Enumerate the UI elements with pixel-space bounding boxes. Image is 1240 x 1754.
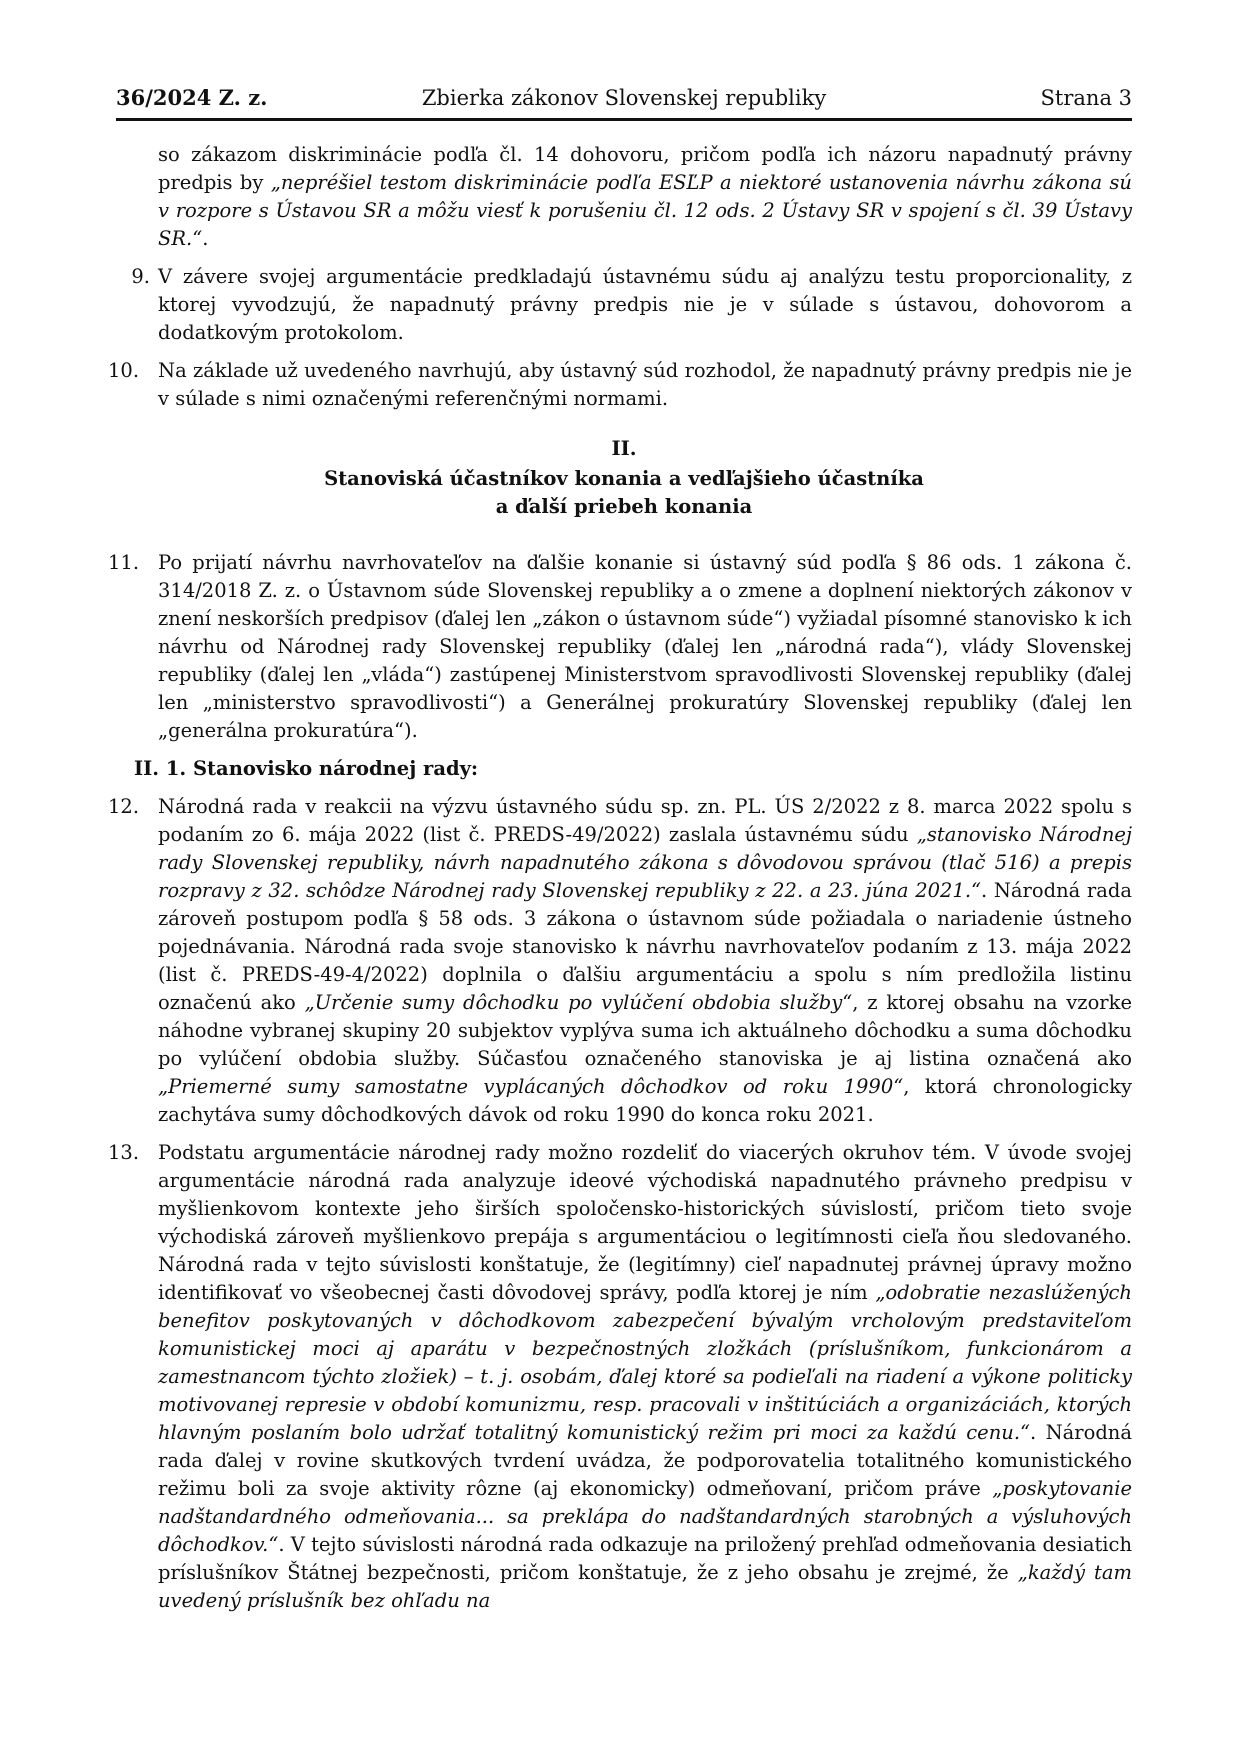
quote: „stanovisko Národnej rady Slovenskej republiky, návrh napadnutého zákona s dôvodovou správou (tlač 516) a prepis rozpravy z 32. schôdze Národnej rady Slovenskej republiky z 22. a 23. júna 2021.“ [158,823,1132,902]
page-header [116,84,1132,121]
quote: „nepréšiel testom diskriminácie podľa ESĽP a niektoré ustanovenia návrhu zákona sú v rozpore s Ústavou SR a môžu viesť k porušeniu čl. 12 ods. 2 Ústavy SR v spojení s čl. 39 Ústavy SR.“ [158,171,1132,250]
paragraph-text: Po prijatí návrhu navrhovateľov na ďalšie konanie si ústavný súd podľa § 86 ods. 1 zákona č. 314/2018 Z. z. o Ústavnom súde Slovenskej republiky a o zmene a doplnení niektorých zákonov v znení neskorších predpisov (ďalej len „zákon o ústavnom súde“) vyžiadal písomné stanovisko k ich návrhu od Národnej rady Slovenskej republiky (ďalej len „národná rada“), vlády Slovenskej republiky (ďalej len „vláda“) zastúpenej Ministerstvom spravodlivosti Slovenskej republiky (ďalej len „ministerstvo spravodlivosti“) a Generálnej prokuratúry Slovenskej republiky (ďalej len „generálna prokuratúra“). [158,551,1132,742]
paragraph-text: Na základe už uvedeného navrhujú, aby ústavný súd rozhodol, že napadnutý právny predpis nie je v súlade s nimi označenými referenčnými normami. [158,359,1132,410]
section-number: II. [611,437,637,460]
subsection-heading: II. 1. Stanovisko národnej rady: [134,757,479,780]
page-body [108,141,1133,1625]
quote: „Určenie sumy dôchodku po vylúčení obdobia služby“ [304,991,853,1014]
page-number: Strana 3 [1040,86,1132,110]
paragraph-text: V závere svojej argumentácie predkladajú ústavnému súdu aj analýzu testu proporcionality, z ktorej vyvodzujú, že napadnutý právny predpis nie je v súlade s ústavou, dohovorom a dodatkovým protokolom. [158,265,1132,344]
paragraph-10 [108,357,1132,413]
section-title-line-1: Stanoviská účastníkov konania a vedľajšieho účastníka [324,467,924,490]
paragraph-number: 12. [108,795,140,818]
quote: „poskytovanie nadštandardného odmeňovania... sa preklápa do nadštandardných starobných a výsluhových dôchodkov.“ [158,1477,1132,1556]
paragraph-9 [116,263,1132,347]
gazette-number: 36/2024 Z. z. [116,85,268,110]
paragraph-continuation: so zákazom diskriminácie podľa čl. 14 dohovoru, pričom podľa ich názoru napadnutý právny predpis by „nepréšiel testom diskriminácie podľa ESĽP a niektoré ustanovenia návrhu zákona sú v rozpore s Ústavou SR a môžu viesť k porušeniu čl. 12 ods. 2 Ústavy SR v spojení s čl. 39 Ústavy SR.“. [158,143,1132,250]
quote: „každý tam uvedený príslušník bez ohľadu na [158,1561,1133,1612]
paragraph-13: 13. Podstatu argumentácie národnej rady možno rozdeliť do viacerých okruhov tém. V úvode svojej argumentácie národná rada analyzuje ideové východiská napadnutého právneho predpisu v myšlienkovom kontexte jeho širších spoločensko-historických súvislostí, pričom tieto svoje východiská zároveň myšlienkovo prepája s argumentáciou o legitímnosti cieľa ňou sledovaného. Národná rada v tejto súvislosti konštatuje, že (legitímny) cieľ napadnutej právnej úpravy možno identifikovať vo všeobecnej časti dôvodovej správy, podľa ktorej je ním „odobratie nezaslúžených benefitov poskytovaných v dôchodkovom zabezpečení bývalým vrcholovým predstaviteľom komunistickej moci aj aparátu v bezpečnostných zložkách (príslušníkom, funkcionárom a zamestnancom týchto zložiek) – t. j. osobám, ďalej ktoré sa podieľali na riadení a výkone politicky motivovanej represie v období komunizmu, resp. pracovali v inštitúciách a organizáciách, ktorých hlavným poslaním bolo udržať totalitný komunistický režim pri moci za každú cenu.“. Národná rada ďalej v rovine skutkových tvrdení uvádza, že podporovatelia totalitného komunistického režimu boli za svoje aktivity rôzne (aj ekonomicky) odmeňovaní, pričom práve „poskytovanie nadštandardného odmeňovania... sa preklápa do nadštandardných starobných a výsluhových dôchodkov.“. V tejto súvislosti národná rada odkazuje na priložený prehľad odmeňovania desiatich príslušníkov Štátnej bezpečnosti, pričom konštatuje, že z jeho obsahu je zrejmé, že „každý tam uvedený príslušník bez ohľadu na [108,1141,1133,1612]
paragraph-number: 13. [108,1141,140,1164]
paragraph-number: 11. [108,551,140,574]
paragraph-11 [108,549,1132,745]
quote: „odobratie nezaslúžených benefitov poskytovaných v dôchodkovom zabezpečení bývalým vrcholovým predstaviteľom komunistickej moci aj aparátu v bezpečnostných zložkách (príslušníkom, funkcionárom a zamestnancom týchto zložiek) – t. j. osobám, ďalej ktoré sa podieľali na riadení a výkone politicky motivovanej represie v období komunizmu, resp. pracovali v inštitúciách a organizáciách, ktorých hlavným poslaním bolo udržať totalitný komunistický režim pri moci za každú cenu.“ [158,1281,1132,1444]
quote: „Priemerné sumy samostatne vyplácaných dôchodkov od roku 1990“ [158,1075,904,1098]
paragraph-number: 10. [108,359,140,382]
section-title-line-2: a ďalší priebeh konania [495,495,753,518]
paragraph-number: 9. [131,265,150,288]
gazette-title: Zbierka zákonov Slovenskej republiky [421,86,827,110]
paragraph-12: 12. Národná rada v reakcii na výzvu ústavného súdu sp. zn. PL. ÚS 2/2022 z 8. marca 2022 spolu s podaním zo 6. mája 2022 (list č. PREDS-49/2022) zaslala ústavnému súdu „stanovisko Národnej rady Slovenskej republiky, návrh napadnutého zákona s dôvodovou správou (tlač 516) a prepis rozpravy z 32. schôdze Národnej rady Slovenskej republiky z 22. a 23. júna 2021.“. Národná rada zároveň postupom podľa § 58 ods. 3 zákona o ústavnom súde požiadala o nariadenie ústneho pojednávania. Národná rada svoje stanovisko k návrhu navrhovateľov podaním z 13. mája 2022 (list č. PREDS-49-4/2022) doplnila o ďalšiu argumentáciu a spolu s ním predložila listinu označenú ako „Určenie sumy dôchodku po vylúčení obdobia služby“, z ktorej obsahu na vzorke náhodne vybranej skupiny 20 subjektov vyplýva suma ich aktuálneho dôchodku a suma dôchodku po vylúčení obdobia služby. Súčasťou označeného stanoviska je aj listina označená ako „Priemerné sumy samostatne vyplácaných dôchodkov od roku 1990“, ktorá chronologicky zachytáva sumy dôchodkových dávok od roku 1990 do konca roku 2021. [108,795,1132,1126]
section-title [116,465,1132,521]
